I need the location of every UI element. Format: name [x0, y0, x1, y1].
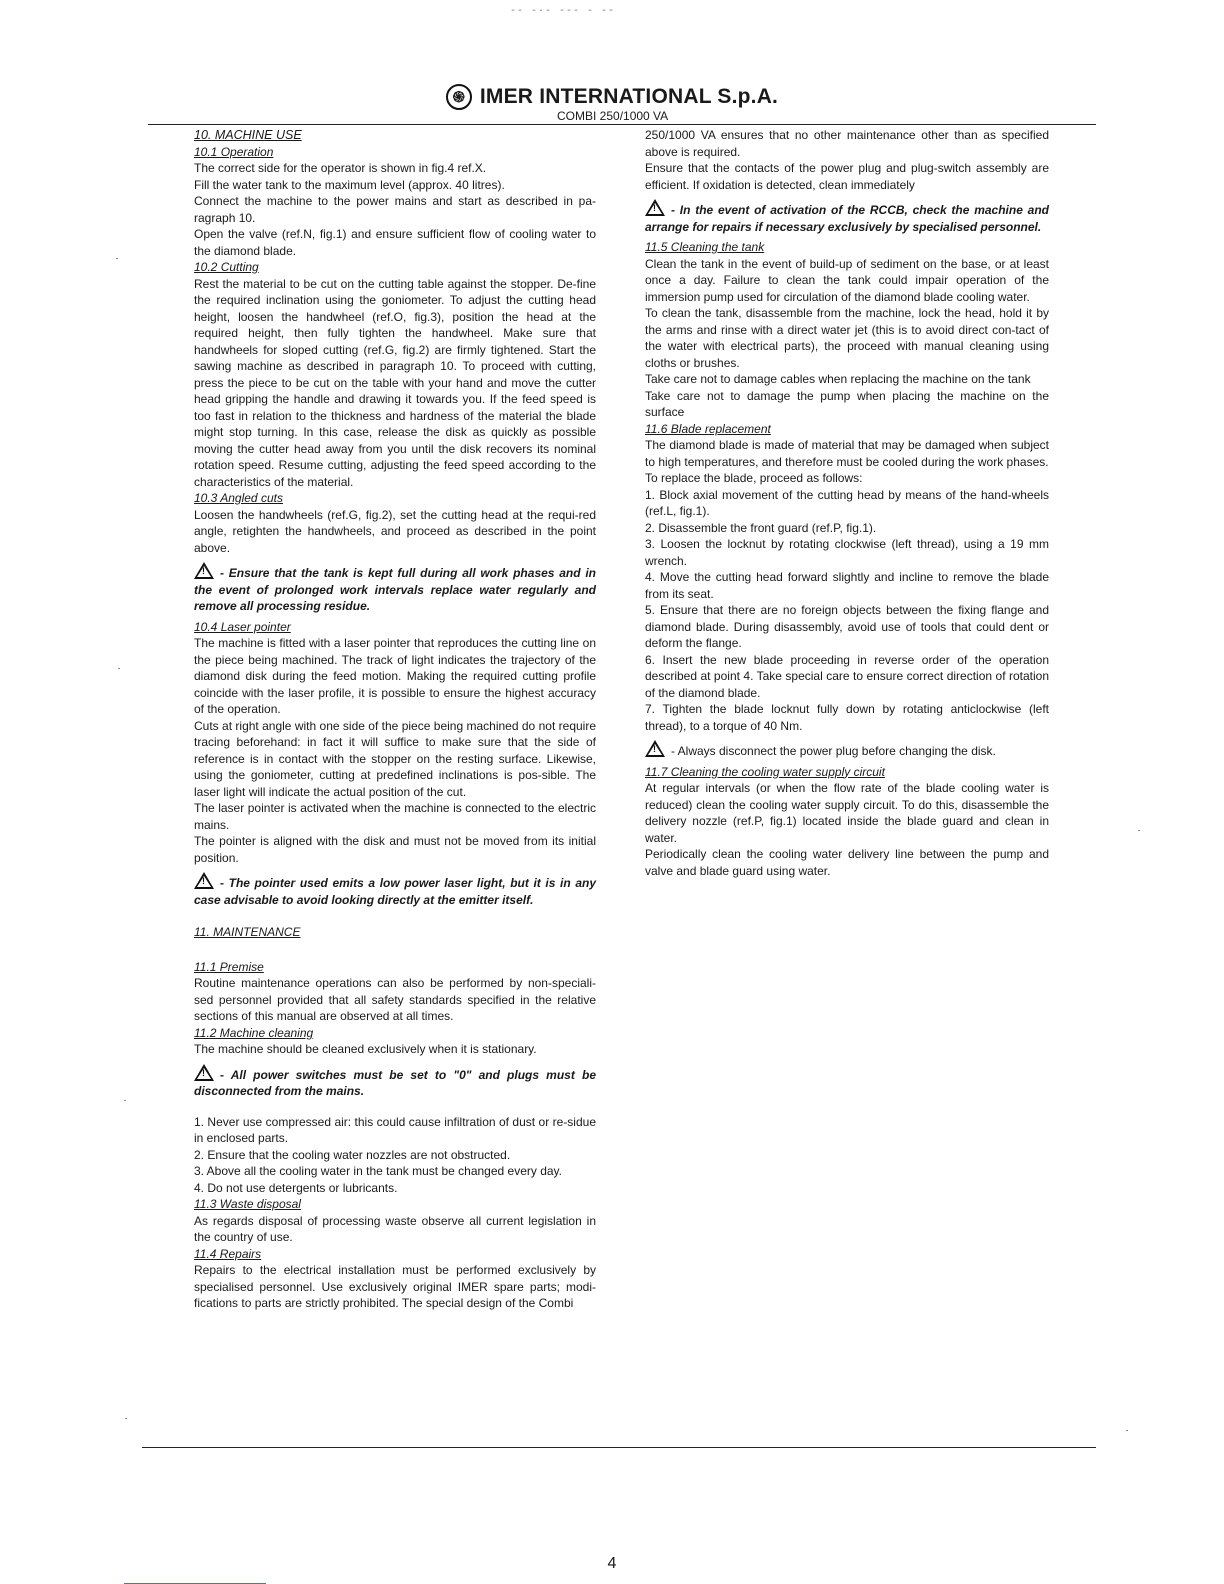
section-11-5-text-2: To clean the tank, disassemble from the machine, lock the head, hold it by the arms and rinse with a direct water jet (this is to avoid direct con-tact of the water with electrical parts), the proceed with manual cleaning using cloths or brushes.	[645, 306, 1049, 370]
section-11-4-text-2: Ensure that the contacts of the power plug and plug-switch assembly are efficient. If oxidation is detected, clean immediately	[645, 161, 1049, 192]
section-10-4-text-3: The laser pointer is activated when the machine is connected to the electric mains.	[194, 801, 596, 832]
section-10-3-text: Loosen the handwheels (ref.G, fig.2), set the cutting head at the requi-red angle, retighten the handwheels, and proceed as described in the point above.	[194, 507, 596, 555]
section-11-6-warning	[645, 740, 1049, 760]
section-11-6-title: 11.6 Blade replacement	[645, 421, 771, 436]
list-item: 1. Never use compressed air: this could cause infiltration of dust or re-sidue in enclosed parts.	[194, 1114, 596, 1145]
scan-speck	[125, 1418, 127, 1419]
list-item: 7. Tighten the blade locknut fully down by rotating anticlockwise (left thread), to a torque of 40 Nm.	[645, 702, 1049, 733]
section-10-4-text-2: Cuts at right angle with one side of the piece being machined do not require tracing beforehand: in fact it will suffice to make sure that the side of reference is in contact with the stopper on the resting surface. Likewise, using the goniometer, cutting at predefined inclinations is pos-sible. The laser light will indicate the actual position of the cut.	[194, 718, 596, 799]
section-10-1-title: 10.1 Operation	[194, 144, 274, 159]
section-11-4-continued: 250/1000 VA ensures that no other maintenance other than as specified above is required.	[645, 128, 1049, 159]
section-11-1-text: Routine maintenance operations can also be performed by non-speciali-sed personnel provided that all safety standards specified in the relative sections of this manual are observed at all times.	[194, 976, 596, 1023]
company-name: IMER INTERNATIONAL S.p.A.	[479, 85, 779, 108]
scan-speck	[1138, 830, 1140, 831]
warning-text: - Ensure that the tank is kept full during all work phases and in the event of prolonged work intervals replace water regularly and remove all processing residue.	[194, 566, 596, 613]
list-item: 2. Ensure that the cooling water nozzles are not obstructed.	[194, 1147, 511, 1162]
warning-triangle-icon	[645, 199, 665, 216]
scan-artifact: -- -·- --- - --	[510, 6, 616, 17]
scan-speck	[1126, 1430, 1128, 1431]
section-11-4-warning	[645, 199, 1049, 235]
scan-speck	[118, 668, 120, 669]
section-11-3-title: 11.3 Waste disposal	[194, 1197, 301, 1211]
list-item: 1. Block axial movement of the cutting head by means of the hand-wheels (ref.L, fig.1).	[645, 487, 1049, 518]
warning-text: - In the event of activation of the RCCB, check the machine and arrange for repairs if necessary exclusively by specialised personnel.	[645, 203, 1049, 234]
footer-rule	[142, 1447, 1096, 1448]
model-name: COMBI 250/1000 VA	[557, 109, 669, 123]
section-10-2-text: Rest the material to be cut on the cutting table against the stopper. De-fine the required inclination using the goniometer. To adjust the cutting head height, loosen the handwheel (ref.O, fig.3), position the head at the required height, then fully tighten the handwheel. Make sure that handwheels for sloped cutting (ref.G, fig.2) are firmly tightened. Start the sawing machine as described in paragraph 10. To proceed with cutting, press the piece to be cut on the table with your hand and move the cutter head gripping the handle and drawing it towards you. If the feed speed is too fast in relation to the thickness and hardness of the material the blade might stop turning. In this case, release the disk as quickly as possible moving the cutter head away from you until the disk recovers its nominal rotation speed. Resume cutting, adjusting the feed speed according to the characteristics of the material.	[194, 276, 596, 489]
section-11-5-title: 11.5 Cleaning the tank	[645, 240, 765, 254]
warning-text: - The pointer used emits a low power laser light, but it is in any case advisable to avoid looking directly at the emitter itself.	[194, 876, 596, 907]
section-11-2-title: 11.2 Machine cleaning	[194, 1025, 314, 1040]
page-header	[0, 84, 1224, 110]
section-10-title: 10. MACHINE USE	[194, 128, 302, 142]
section-10-1-line-4: Open the valve (ref.N, fig.1) and ensure sufficient flow of cooling water to the diamond blade.	[194, 227, 596, 258]
section-11-5-text-1: Clean the tank in the event of build-up of sediment on the base, or at least once a day. Failure to clean the tank could impair operation of the immersion pump used for circulation of the diamond blade cooling water.	[645, 256, 1049, 304]
section-10-4-title: 10.4 Laser pointer	[194, 619, 291, 634]
list-item: 4. Move the cutting head forward slightly and incline to remove the blade from its seat.	[645, 570, 1049, 601]
section-10-4-text-1: The machine is fitted with a laser pointer that reproduces the cutting line on the piece being machined. The track of light indicates the trajectory of the diamond disk during the feed motion. Making the required cutting profile coincide with the laser profile, it is possible to ensure the highest accuracy of the operation.	[194, 636, 596, 716]
section-11-7-title: 11.7 Cleaning the cooling water supply circuit	[645, 764, 885, 779]
section-11-7-text-1: At regular intervals (or when the flow rate of the blade cooling water is reduced) clean the cooling water supply circuit. To do this, disassemble the delivery nozzle (ref.P, fig.1) located inside the blade guard and clean in water.	[645, 781, 1049, 845]
section-11-5-text-4: Take care not to damage the pump when placing the machine on the surface	[645, 388, 1049, 419]
header-rule	[148, 124, 1096, 125]
warning-triangle-icon	[194, 872, 214, 889]
list-item: 3. Above all the cooling water in the tank must be changed every day.	[194, 1164, 563, 1178]
section-10-3-title: 10.3 Angled cuts	[194, 491, 283, 505]
section-10-4-text-4: The pointer is aligned with the disk and must not be moved from its initial position.	[194, 834, 596, 865]
scan-speck	[124, 1100, 126, 1101]
section-11-6-text-1: The diamond blade is made of material that may be damaged when subject to high temperatures, and therefore must be cooled during the work phases.	[645, 438, 1049, 469]
section-11-3-text: As regards disposal of processing waste observe all current legislation in the country of use.	[194, 1213, 596, 1244]
list-item: 6. Insert the new blade proceeding in reverse order of the operation described at point 4. Take special care to ensure correct direction of rotation of the diamond blade.	[645, 652, 1049, 700]
section-10-3-warning	[194, 562, 596, 615]
warning-triangle-icon	[645, 740, 665, 757]
section-10-1-line-3: Connect the machine to the power mains and start as described in pa-ragraph 10.	[194, 194, 596, 225]
warning-text: - All power switches must be set to "0" and plugs must be disconnected from the mains.	[194, 1067, 596, 1098]
section-11-4-text: Repairs to the electrical installation must be performed exclusively by specialised personnel. Use exclusively original IMER spare parts; modi-fications to parts are strictly prohibited. The special design of the Combi	[194, 1263, 596, 1310]
warning-triangle-icon	[194, 1064, 214, 1081]
section-11-1-title: 11.1 Premise	[194, 959, 264, 974]
section-10-4-warning	[194, 872, 596, 908]
warning-triangle-icon	[194, 562, 214, 579]
right-column	[645, 127, 1049, 879]
section-10-1-line-1: The correct side for the operator is shown in fig.4 ref.X.	[194, 161, 487, 175]
section-10-1-line-2: Fill the water tank to the maximum level (approx. 40 litres).	[194, 177, 505, 192]
section-11-7-text-2: Periodically clean the cooling water delivery line between the pump and valve and blade guard using water.	[645, 847, 1049, 878]
list-item: 4. Do not use detergents or lubricants.	[194, 1180, 398, 1195]
section-11-2-text: The machine should be cleaned exclusively when it is stationary.	[194, 1042, 537, 1056]
section-11-title: 11. MAINTENANCE	[194, 925, 301, 939]
scan-speck	[116, 258, 118, 259]
section-11-5-text-3: Take care not to damage cables when replacing the machine on the tank	[645, 372, 1031, 386]
list-item: 2. Disassemble the front guard (ref.P, fig.1).	[645, 520, 877, 535]
left-column	[194, 127, 596, 1312]
page-number: 4	[607, 1555, 617, 1572]
list-item: 3. Loosen the locknut by rotating clockwise (left thread), using a 19 mm wrench.	[645, 537, 1049, 568]
section-11-6-text-2: To replace the blade, proceed as follows:	[645, 471, 863, 485]
list-item: 5. Ensure that there are no foreign objects between the fixing flange and diamond blade. During disassembly, avoid use of tools that could dent or deform the flange.	[645, 603, 1049, 650]
warning-text: - Always disconnect the power plug before changing the disk.	[671, 744, 996, 758]
imer-logo-icon: ֍	[446, 84, 472, 110]
section-11-4-title: 11.4 Repairs	[194, 1246, 262, 1261]
section-10-2-title: 10.2 Cutting	[194, 260, 259, 274]
section-11-2-warning	[194, 1064, 596, 1100]
company-brand	[446, 84, 778, 110]
